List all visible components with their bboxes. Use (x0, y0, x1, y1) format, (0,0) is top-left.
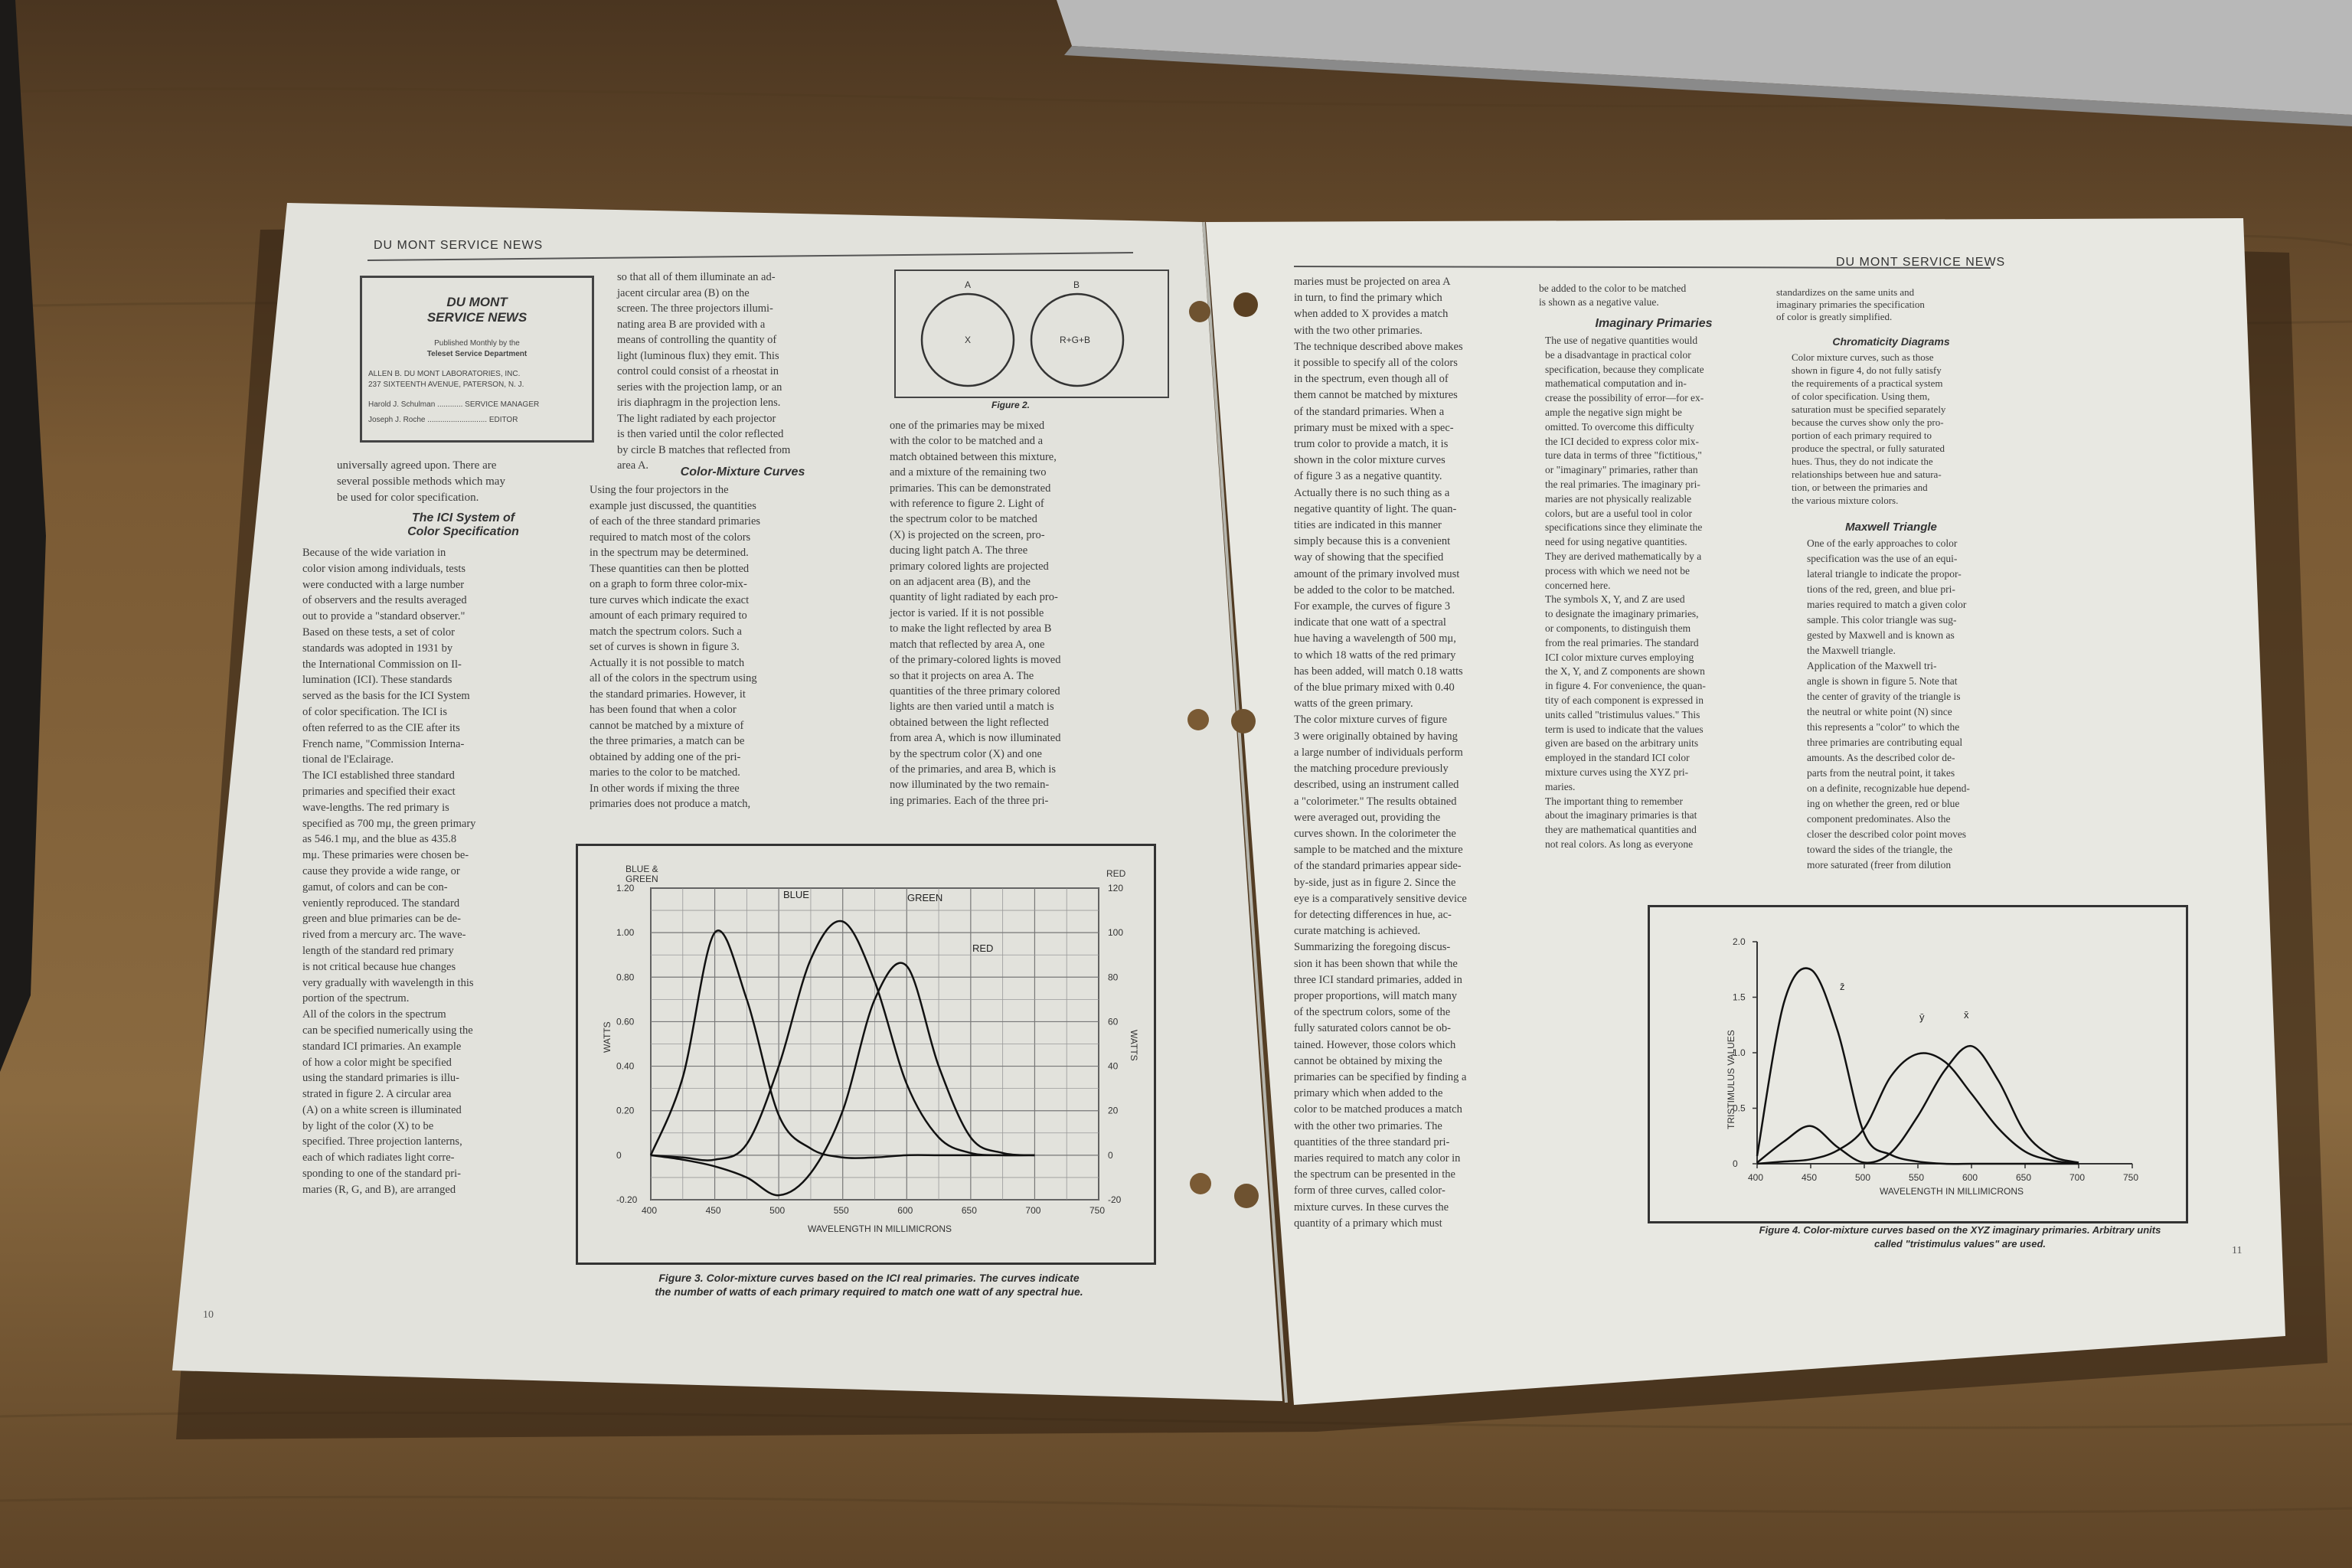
right-col2-heading: Imaginary Primaries (1595, 317, 1713, 330)
figure-2 (894, 270, 1169, 398)
masthead-department: Teleset Service Department (426, 350, 528, 358)
fig3-y-left-tick-label: 0.40 (616, 1060, 635, 1072)
right-col3-body2: One of the early approaches to color specification was the use of an equi- lateral triangle to indicate the propor- tions of the red, green, and blue pri- maries required to match a given color sample. This color triangle was sug- gested by Maxwell and is known as the Maxwell triangle. Application of the Maxwell tri- angle is shown in figure 5. Note that the center of gravity of the triangle is the neutral or white point (N) since this represents a "color" to which the three primaries are contributing equal amounts. As the described color de- parts from the neutral point, it takes on a definite, recognizable hue depend- ing on whether the green, red or blue component predominates. Also the closer the described color point moves toward the sides of the triangle, the more saturated (freer from dilution (1807, 537, 1970, 871)
right-col3-heading2: Maxwell Triangle (1845, 521, 1937, 534)
masthead-manager: Harold J. Schulman ............ SERVICE MANAGER (368, 400, 540, 409)
fig4-y-tick-label: 2.0 (1733, 936, 1746, 947)
fig3-y-right-tick-label: 60 (1108, 1016, 1119, 1027)
fig3-y-left-tick-label: 0.20 (616, 1105, 635, 1116)
fig3-x-tick-label: 500 (769, 1205, 786, 1216)
fig2-label-a: A (965, 279, 972, 290)
masthead-editor: Joseph J. Roche ............................ EDITOR (368, 416, 518, 424)
fig3-curve-label-red: RED (972, 942, 994, 954)
fig4-curve-2 (1757, 1046, 2079, 1163)
figure-3 (576, 844, 1156, 1265)
right-page-number: 11 (2232, 1245, 2243, 1256)
fig4-curve-label-0: z̄ (1840, 981, 1845, 992)
fig4-x-tick-label: 500 (1855, 1172, 1871, 1183)
fig4-x-tick-label: 550 (1909, 1172, 1925, 1183)
fig3-left-axis-label: WATTS (602, 1021, 612, 1053)
fig4-x-tick-label: 400 (1748, 1172, 1764, 1183)
fig3-x-tick-label: 400 (642, 1205, 658, 1216)
fig3-y-right-tick-label: 80 (1108, 972, 1119, 983)
fig3-y-right-tick-label: 120 (1108, 883, 1124, 893)
fig4-x-tick-label: 700 (2069, 1172, 2086, 1183)
left-col2-top: so that all of them illuminate an ad- jacent circular area (B) on the screen. The three projectors illumi- nating area B are provided with a means of controlling the quantity of light (luminous flux) they emit. This control could consist of a rheostat in series with the projection lamp, or an iris diaphragm in the projection lens. The light radiated by each projector is then varied until the color reflected by circle B matches that reflected from area A. (617, 271, 791, 472)
masthead-address: 237 SIXTEENTH AVENUE, PATERSON, N. J. (368, 381, 524, 389)
figure-4-caption: Figure 4. Color-mixture curves based on the XYZ imaginary primaries. Arbitrary units called "tristimulus values" are used. (1759, 1224, 2161, 1250)
fig4-x-axis-label: WAVELENGTH IN MILLIMICRONS (1880, 1186, 2024, 1197)
fig3-y-right-tick-label: 0 (1108, 1149, 1113, 1161)
fig3-curve-label-green: GREEN (907, 892, 943, 903)
binder-hole-bottom (1234, 1184, 1259, 1208)
fig4-y-axis-label: TRISTIMULUS VALUES (1726, 1030, 1736, 1129)
right-col3-top: standardizes on the same units and imaginary primaries the specification of color is greatly simplified. (1776, 286, 1925, 322)
figure-2-caption: Figure 2. (991, 400, 1030, 410)
fig4-curve-1 (1757, 1053, 2079, 1164)
fig3-right-axis-label: WATTS (1129, 1030, 1139, 1061)
masthead-published: Published Monthly by the (434, 339, 520, 348)
fig3-right-axis-title: RED (1106, 868, 1126, 879)
fig3-y-left-tick-label: 0.60 (616, 1016, 635, 1027)
fig3-x-tick-label: 450 (705, 1205, 721, 1216)
fig3-y-left-tick-label: 1.20 (616, 883, 635, 893)
masthead-title-line1: DU MONT (446, 295, 508, 309)
fig3-x-axis-label: WAVELENGTH IN MILLIMICRONS (808, 1223, 952, 1234)
masthead-box (360, 276, 594, 443)
masthead-company: ALLEN B. DU MONT LABORATORIES, INC. (368, 370, 521, 378)
fig4-x-tick-label: 450 (1802, 1172, 1818, 1183)
fig4-x-tick-label: 750 (2123, 1172, 2139, 1183)
fig4-curve-label-1: ȳ (1919, 1011, 1925, 1023)
right-col3-body1: Color mixture curves, such as those shown in figure 4, do not fully satisfy the requirements of a practical system of color specification. Using them, saturation must be specified separately because the curves show only the pro- portion of each primary required to produce the spectral, or fully saturated hues. Thus, they do not indicate the relationships between hue and satura- tion, or between the primaries and the various mixture colors. (1792, 351, 1946, 506)
fig3-y-right-tick-label: 40 (1108, 1060, 1119, 1072)
fig4-curve-0 (1757, 969, 2079, 1165)
left-col1-intro: universally agreed upon. There are several possible methods which may be used for color specification. (337, 459, 505, 504)
left-col2-body: Using the four projectors in the example just discussed, the quantities of each of the three standard primaries required to match most of the colors in the spectrum may be determined. These quantities can then be plotted on a graph to form three color-mix- ture curves which indicate the exact amount of each primary required to match the spectrum colors. Such a set of curves is shown in figure 3. Actually it is not possible to match all of the colors in the spectrum using the standard primaries. However, it has been found that when a color cannot be matched by a mixture of the three primaries, a match can be obtained by adding one of the pri- maries to the color to be matched. In other words if mixing the three primaries does not produce a match, (590, 484, 761, 810)
fig2-inner-a: X (965, 335, 972, 345)
masthead-title-line2: SERVICE NEWS (426, 310, 528, 325)
fig3-curve-label-blue: BLUE (783, 889, 809, 900)
figure-4 (1648, 905, 2188, 1223)
figure-3-caption: Figure 3. Color-mixture curves based on the ICI real primaries. The curves indicate the number of watts of each primary required to match one watt of any spectral hue. (655, 1272, 1083, 1298)
figure-4-chart (1650, 907, 2186, 1221)
fig3-x-tick-label: 550 (833, 1205, 849, 1216)
left-running-head: DU MONT SERVICE NEWS (374, 239, 544, 252)
binder-hole-middle (1231, 709, 1256, 733)
left-col2-heading: Color-Mixture Curves (680, 466, 805, 479)
fig4-y-tick-label: 0 (1733, 1158, 1738, 1169)
right-col2-top: be added to the color to be matched is shown as a negative value. (1539, 283, 1687, 308)
fig3-left-axis-title: GREEN (626, 874, 658, 884)
fig3-x-tick-label: 700 (1025, 1205, 1041, 1216)
fig4-curve-label-2: x̄ (1964, 1009, 1969, 1021)
left-col1-body: Because of the wide variation in color vision among individuals, tests were conducted with a large number of observers and the results averaged out to provide a "standard observer." Based on these tests, a set of color standards was adopted in 1931 by the International Commission on Il- lumination (ICI). These standards served as the basis for the ICI System of color specification. The ICI is often referred to as the CIE after its French name, "Commission Interna- tional de l'Eclairage. The ICI established three standard primaries and specified their exact wave-lengths. The red primary is specified as 700 mμ, the green primary as 546.1 mμ, and the blue as 435.8 mμ. These primaries were chosen be- cause they provide a wide range, or gamut, of colors and can be con- veniently reproduced. The standard green and blue primaries can be de- rived from a mercury arc. The wave- length of the standard red primary is not critical because hue changes very gradually with wavelength in this portion of the spectrum. All of the colors in the spectrum can be specified numerically using the standard ICI primaries. An example of how a color might be specified using the standard primaries is illu- strated in figure 2. A circular area (A) on a white screen is illuminated by light of the color (X) to be specified. Three projection lanterns, each of which radiates light corre- sponding to one of the standard pri- maries (R, G, and B), are arranged (302, 547, 476, 1196)
right-col3-heading1: Chromaticity Diagrams (1832, 335, 1950, 348)
fig4-x-tick-label: 650 (2016, 1172, 2032, 1183)
left-page-number: 10 (203, 1309, 214, 1321)
fig4-y-tick-label: 0.5 (1733, 1102, 1746, 1114)
fig3-y-left-tick-label: 0 (616, 1149, 622, 1161)
fig4-y-tick-label: 1.0 (1733, 1047, 1746, 1058)
right-col2-body: The use of negative quantities would be a disadvantage in practical color specification, because they complicate mathematical computation and in- crease the possibility of error—for ex- ample the negative sign might be omitted. To overcome this difficulty the ICI decided to express color mix- ture data in terms of three "fictitious," or "imaginary" primaries, rather than the real primaries. The imaginary pri- maries are not physically realizable colors, but are a useful tool in color specifications since they eliminate the need for using negative quantities. They are derived mathematically by a process with which we need not be concerned here. The symbols X, Y, and Z are used to designate the imaginary primaries, or components, to distinguish them from the real primaries. The standard ICI color mixture curves employing the X, Y, and Z components are shown in figure 4. For convenience, the quan- tity of each component is expressed in units called "tristimulus values." This term is used to indicate that the values given are based on the arbitrary units employed in the standard ICI color mixture curves using the XYZ pri- maries. The important thing to remember about the imaginary primaries is that they are mathematical quantities and not real colors. As long as everyone (1545, 335, 1706, 850)
fig3-x-tick-label: 650 (961, 1205, 977, 1216)
fig3-y-right-tick-label: 20 (1108, 1105, 1119, 1116)
left-col1-heading: The ICI System of Color Specification (407, 511, 519, 538)
fig2-label-b: B (1073, 279, 1080, 290)
fig3-y-left-tick-label: 1.00 (616, 927, 635, 939)
fig3-y-left-tick-label: -0.20 (616, 1194, 638, 1205)
fig2-inner-b: R+G+B (1060, 335, 1091, 345)
right-running-head: DU MONT SERVICE NEWS (1836, 256, 2006, 269)
figure-3-chart (578, 846, 1154, 1263)
left-col3-body: one of the primaries may be mixed with the color to be matched and a match obtained between this mixture, and a mixture of the remaining two primaries. This can be demonstrated with reference to figure 2. Light of the spectrum color to be matched (X) is projected on the screen, pro- ducing light patch A. The three primary colored lights are projected on an adjacent area (B), and the quantity of light radiated by each pro- jector is varied. If it is not possible to make the light reflected by area B match that reflected by area A, one of the primary-colored lights is moved so that it projects on area A. The quantities of the three primary colored lights are then varied until a match is obtained between the light reflected from area A, which is now illuminated by the spectrum color (X) and one of the primaries, and area B, which is now illuminated by the two remain- ing primaries. Each of the three pri- (890, 420, 1061, 807)
fig4-y-tick-label: 1.5 (1733, 991, 1746, 1003)
fig3-left-axis-title: BLUE & (626, 864, 658, 874)
fig3-y-right-tick-label: -20 (1108, 1194, 1122, 1205)
figure-2-drawing (896, 271, 1168, 397)
fig3-y-left-tick-label: 0.80 (616, 972, 635, 983)
fig3-y-right-tick-label: 100 (1108, 927, 1124, 939)
binder-hole-top (1233, 292, 1258, 317)
fig4-x-tick-label: 600 (1962, 1172, 1978, 1183)
fig3-x-tick-label: 600 (897, 1205, 913, 1216)
fig3-x-tick-label: 750 (1089, 1205, 1106, 1216)
right-col1-body: maries must be projected on area A in turn, to find the primary which when added to X provides a match with the two other primaries. The technique described above makes it possible to specify all of the colors in the spectrum, even though all of them cannot be matched by mixtures of the standard primaries. When a primary must be mixed with a spec- trum color to provide a match, it is shown in the color mixture curves of figure 3 as a negative quantity. Actually there is no such thing as a negative quantity of light. The quan- tities are indicated in this manner simply because this is a convenient way of showing that the specified amount of the primary involved must be added to the color to be matched. For example, the curves of figure 3 indicate that one watt of a spectral hue having a wavelength of 500 mμ, to which 18 watts of the red primary has been added, will match 0.18 watts of the blue primary mixed with 0.40 watts of the green primary. The color mixture curves of figure 3 were originally obtained by having a large number of individuals perform the matching procedure previously described, using an instrument called a "colorimeter." The results obtained were averaged out, providing the curves shown. In the colorimeter the sample to be matched and the mixture of the standard primaries appear side- by-side, just as in figure 2. Since the eye is a comparatively sensitive device for detecting differences in hue, ac- curate matching is achieved. Summarizing the foregoing discus- sion it has been shown that while the three ICI standard primaries, added in proper proportions, will match many of the spectrum colors, some of the fully saturated colors cannot be ob- tained. However, those colors which cannot be obtained by mixing the primaries can be specified by finding a primary which when added to the color to be matched produces a match with the other two primaries. The quantities of the three standard pri- maries required to match any color in the spectrum can be presented in the form of three curves, called color- mixture curves. In these curves the quantity of a primary which must (1294, 276, 1467, 1230)
